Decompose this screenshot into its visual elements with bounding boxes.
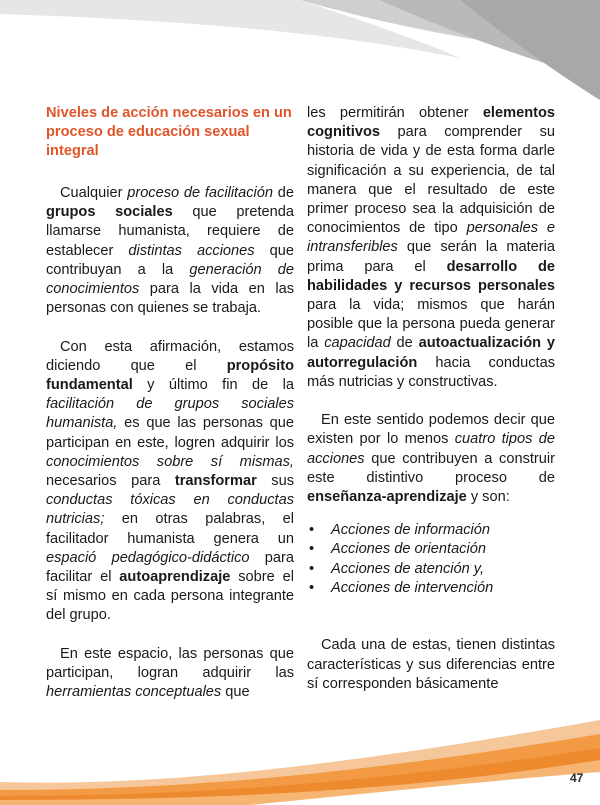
- section-title: Niveles de acción necesarios en un proceso de educación sexual integral: [46, 105, 292, 160]
- footer-decoration: [0, 690, 600, 805]
- right-paragraph-2: En este sentido podemos decir que existen por lo menos cuatro tipos de acciones que contribuyen a construir este distintivo proceso de enseñanza-aprendizaje y son:: [307, 412, 555, 506]
- right-paragraph-3: Cada una de estas, tienen distintas características y sus diferencias entre sí corresponden básicamente: [307, 637, 555, 692]
- header-decoration: [0, 0, 600, 110]
- left-paragraph-1: Cualquier proceso de facilitación de grupos sociales que pretenda llamarse humanista, requiere de establecer distintas acciones que contribuyan a la generación de conocimientos para la vida en las personas con quienes se trabaja.: [46, 185, 294, 317]
- list-item: • Acciones de atención y,: [309, 560, 485, 577]
- right-column: [307, 104, 555, 694]
- list-item: • Acciones de información: [309, 522, 490, 539]
- actions-list: [307, 521, 555, 598]
- left-column: [46, 184, 294, 702]
- left-paragraph-3: En este espacio, las personas que participan, logran adquirir las herramientas conceptuales que: [46, 645, 294, 701]
- list-item: • Acciones de orientación: [309, 541, 486, 558]
- page-number: 47: [570, 771, 584, 785]
- right-paragraph-1: les permitirán obtener elementos cognitivos para comprender su historia de vida y de esta forma darle significación a su experiencia, de tal manera que el resultado de este primer proceso sea la adquisición de conocimientos de tipo personales e intransferibles que serán la materia prima para el desarrollo de habilidades y recursos personales para la vida; mismos que harán posible que la persona pueda generar la capacidad de autoactualización y autorregulación hacia conductas más nutricias y constructivas.: [307, 105, 555, 390]
- list-item: • Acciones de intervención: [309, 579, 494, 596]
- left-paragraph-2: Con esta afirmación, estamos diciendo que el propósito fundamental y último fin de la facilitación de grupos sociales humanista, es que las personas que participan en este, logren adquirir los conocimientos sobre sí mismas, necesarios para transformar sus conductas tóxicas en conductas nutricias; en otras palabras, el facilitador humanista genera un espació pedagógico-didáctico para facilitar el autoaprendizaje sobre el sí mismo en cada persona integrante del grupo.: [46, 338, 294, 624]
